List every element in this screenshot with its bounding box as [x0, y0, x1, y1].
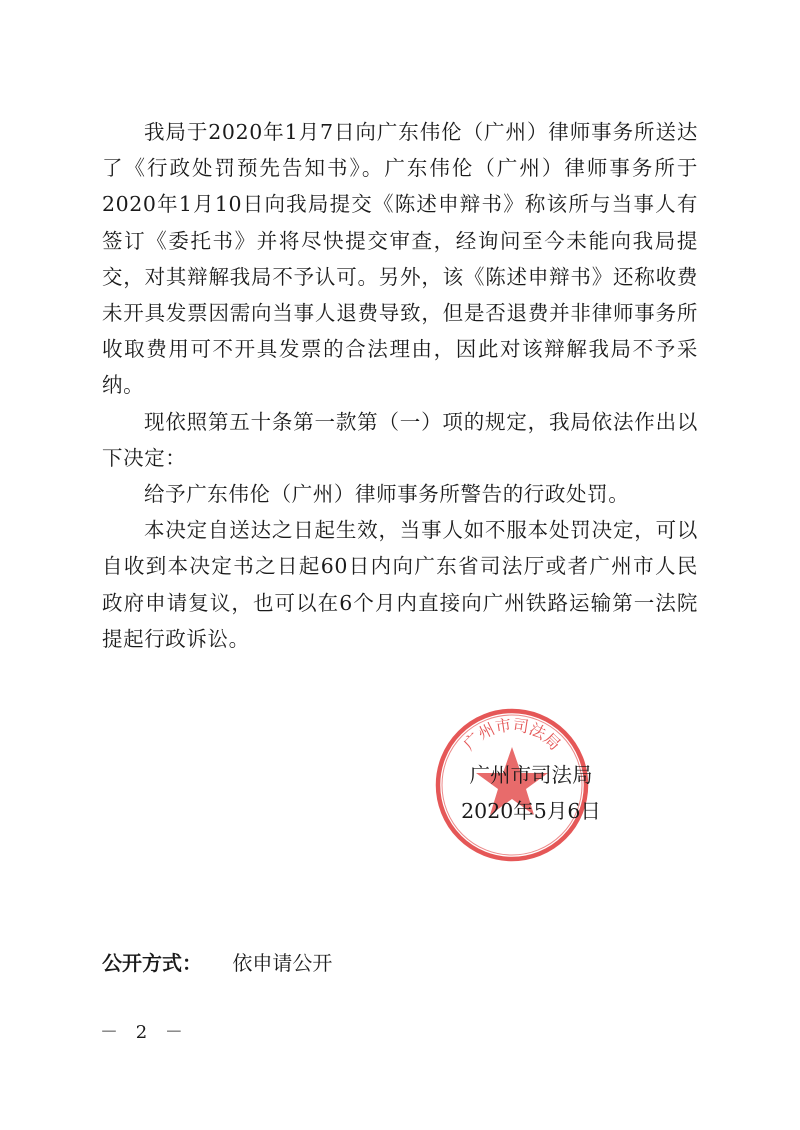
document-body — [102, 114, 698, 657]
paragraph-legal-basis: 现依照第五十条第一款第（一）项的规定，我局依法作出以下决定： — [102, 409, 698, 470]
disclosure-label: 公开方式： — [102, 951, 202, 975]
paragraph-response-review: 我局于2020年1月7日向广东伟伦（广州）律师事务所送达了《行政处罚预先告知书》。广东伟伦（广州）律师事务所于2020年1月10日向我局提交《陈述申辩书》称该所与当事人有签订《委托书》并将尽快提交审查，经询问至今未能向我局提交，对其辩解我局不予认可。另外，该《陈述申辩书》还称收费未开具发票因需向当事人退费导致，但是否退费并非律师事务所收取费用可不开具发票的合法理由，因此对该辩解我局不予采纳。 — [102, 120, 698, 398]
paragraph-penalty-decision: 给予广东伟伦（广州）律师事务所警告的行政处罚。 — [144, 482, 630, 507]
disclosure-value: 依申请公开 — [232, 951, 333, 975]
page-number: － 2 － — [100, 1022, 189, 1043]
disclosure-line — [102, 948, 332, 978]
issuer-name: 广州市司法局 — [469, 763, 593, 787]
issue-date: 2020年5月6日 — [461, 799, 601, 823]
signature-block — [446, 757, 616, 829]
paragraph-appeal-rights: 本决定自送达之日起生效，当事人如不服本处罚决定，可以自收到本决定书之日起60日内向广东省司法厅或者广州市人民政府申请复议，也可以在6个月内直接向广州铁路运输第一法院提起行政诉讼。 — [102, 518, 698, 651]
seal-text: 广州市司法局 — [459, 715, 565, 754]
